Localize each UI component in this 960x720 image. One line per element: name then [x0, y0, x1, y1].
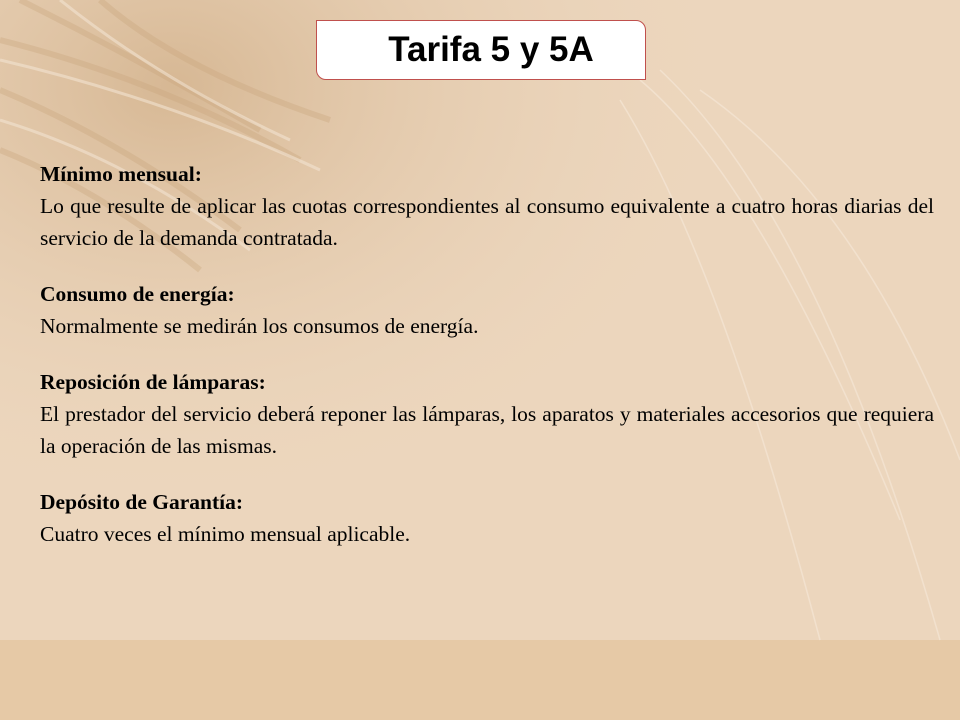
- section-consumo-energia: [40, 278, 934, 342]
- slide-title: Tarifa 5 y 5A: [388, 30, 594, 69]
- section-body: Normalmente se medirán los consumos de energía.: [40, 314, 479, 338]
- section-deposito-garantia: [40, 486, 934, 550]
- section-minimo-mensual: [40, 158, 934, 254]
- section-body: Cuatro veces el mínimo mensual aplicable.: [40, 522, 411, 546]
- section-heading: Consumo de energía:: [40, 282, 235, 306]
- section-reposicion-lamparas: [40, 366, 934, 462]
- title-box: [316, 20, 646, 80]
- section-body: El prestador del servicio deberá reponer las lámparas, los aparatos y materiales accesorios que requiera la operación de las mismas.: [40, 402, 934, 458]
- section-heading: Reposición de lámparas:: [40, 370, 266, 394]
- section-body: Lo que resulte de aplicar las cuotas correspondientes al consumo equivalente a cuatro horas diarias del servicio de la demanda contratada.: [40, 194, 934, 250]
- section-heading: Depósito de Garantía:: [40, 490, 244, 514]
- section-heading: Mínimo mensual:: [40, 162, 202, 186]
- slide-content: [40, 158, 934, 574]
